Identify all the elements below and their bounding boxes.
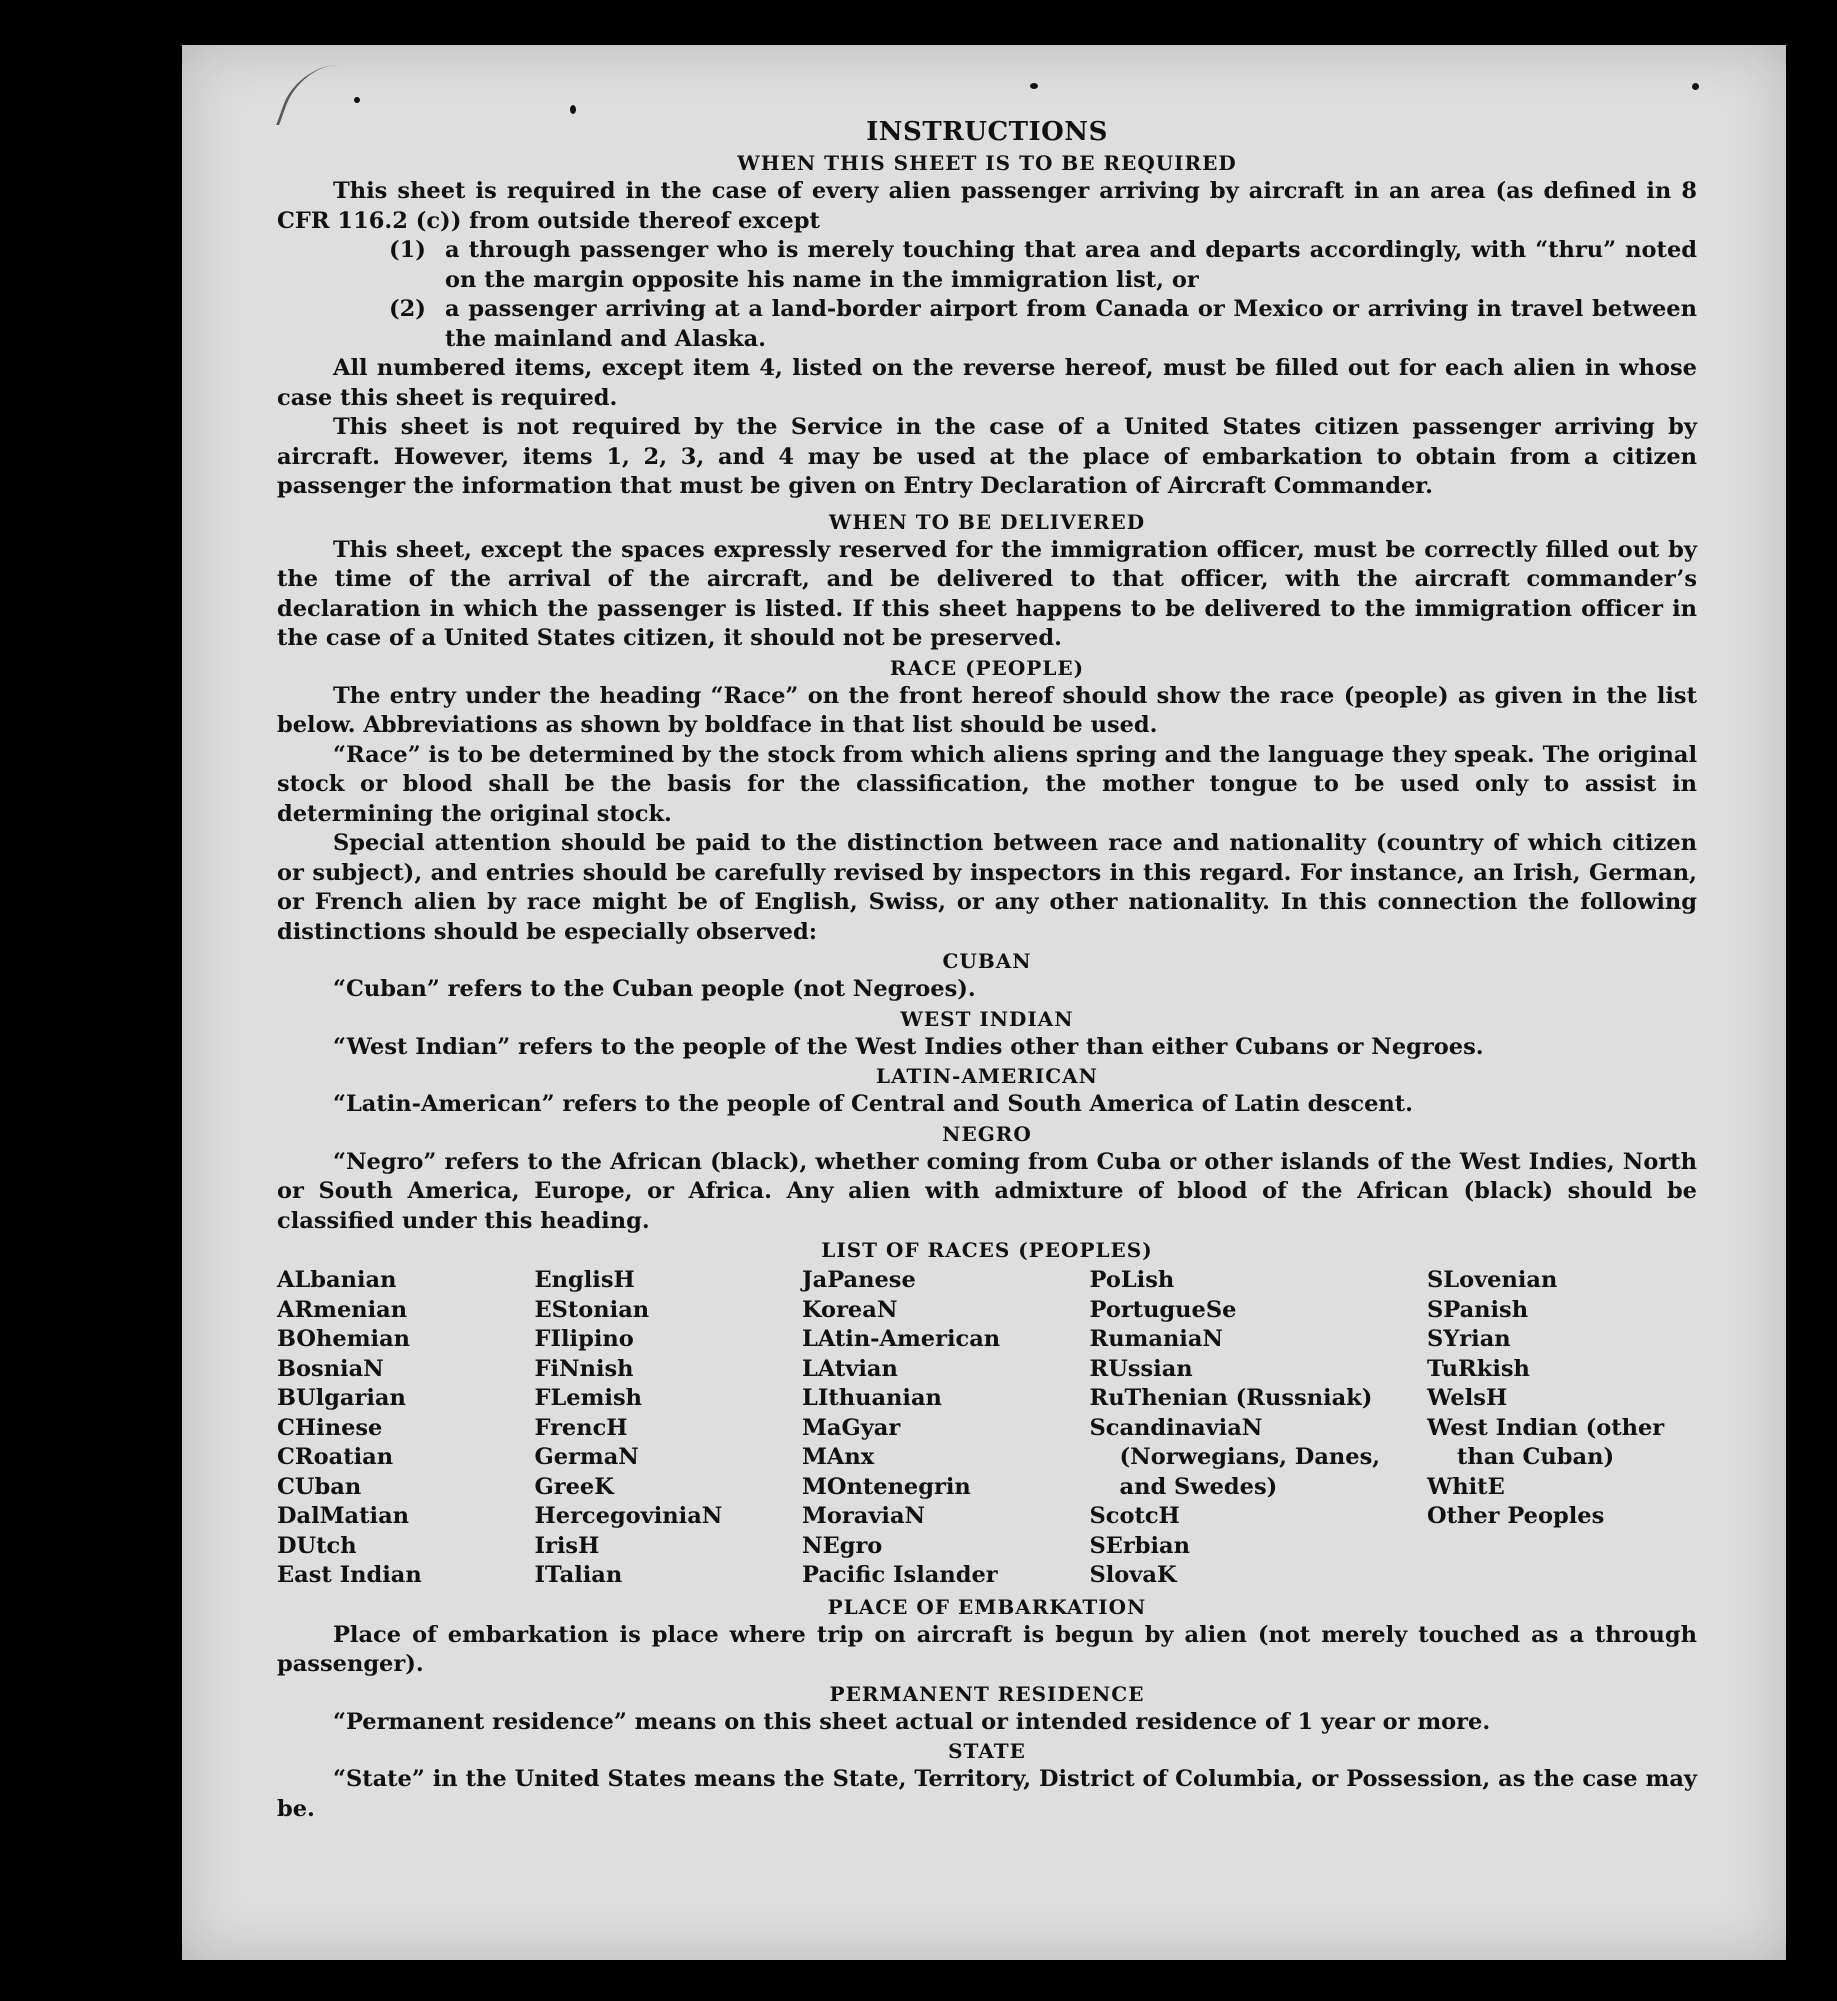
heading-list-of-races: LIST OF RACES (PEOPLES) <box>821 1238 1153 1262</box>
race-entry: Other Peoples <box>1427 1503 1605 1529</box>
race-entry: IrisH <box>534 1532 600 1559</box>
paragraph: The entry under the heading “Race” on the front hereof should show the race (people) as given in the list below. Abbreviations as shown by boldface in that list should be used. <box>277 682 1697 738</box>
punch-dot <box>1692 83 1699 90</box>
definition: “Permanent residence” means on this sheet actual or intended residence of 1 year or more. <box>333 1708 1491 1735</box>
item-text: a through passenger who is merely touching that area and departs accordingly, with “thru” noted on the margin opposite his name in the immigration list, or <box>445 237 1697 293</box>
race-entry: West Indian (other than Cuban) <box>1427 1414 1665 1470</box>
race-entry: KoreaN <box>802 1296 898 1323</box>
heading-race: RACE (PEOPLE) <box>889 655 1085 680</box>
race-entry: FrencH <box>534 1414 628 1441</box>
race-entry: GermaN <box>534 1444 639 1470</box>
heading-state: STATE <box>948 1739 1026 1763</box>
race-entry: SPanish <box>1427 1296 1529 1323</box>
race-entry: RUssian <box>1089 1355 1193 1382</box>
paragraph: This sheet, except the spaces expressly reserved for the immigration officer, must be correctly filled out by the time of the arrival of the aircraft, and be delivered to that officer, with the aircraft commander’s declaration in which the passenger is listed. If this sheet happens to be delivered to the immigration officer in the case of a United States citizen, it should not be preserved. <box>277 536 1697 651</box>
race-entry: CRoatian <box>277 1444 394 1470</box>
definition: “State” in the United States means the State, Territory, District of Columbia, or Possession, as the case may be. <box>277 1766 1697 1822</box>
race-entry: Pacific Islander <box>802 1562 998 1588</box>
race-entry: SYrian <box>1427 1326 1511 1352</box>
race-column-3 <box>802 1266 1082 1591</box>
race-list-table <box>277 1266 1697 1591</box>
race-entry: BosniaN <box>277 1355 384 1382</box>
race-entry: RuThenian (Russniak) <box>1089 1385 1373 1411</box>
race-entry: LIthuanian <box>802 1385 942 1411</box>
race-entry: GreeK <box>534 1473 614 1500</box>
race-entry: FiNnish <box>534 1355 634 1382</box>
race-entry: FLemish <box>534 1385 642 1411</box>
race-column-2 <box>535 1266 795 1591</box>
item-number: (1) <box>389 237 426 263</box>
race-entry: LAtin-American <box>802 1326 1001 1352</box>
heading-place-of-embarkation: PLACE OF EMBARKATION <box>827 1594 1147 1619</box>
document-sheet <box>182 45 1786 1960</box>
race-column-5 <box>1427 1266 1697 1591</box>
paragraph: Special attention should be paid to the distinction between race and nationality (country of which citizen or subject), and entries should be carefully revised by inspectors in this regard. For instance, an Irish, German, or French alien by race might be of English, Swiss, or any other nationality. In this connection the following distinctions should be especially observed: <box>277 830 1697 945</box>
race-entry: EStonian <box>534 1296 650 1323</box>
race-entry: ALbanian <box>277 1267 397 1293</box>
race-entry: CHinese <box>277 1414 383 1441</box>
race-column-1 <box>277 1266 527 1591</box>
exception-list <box>277 236 1697 354</box>
paragraph: This sheet is not required by the Service in the case of a United States citizen passenger arriving by aircraft. However, items 1, 2, 3, and 4 may be used at the place of embarkation to obtain from a citizen passenger the information that must be given on Entry Declaration of Aircraft Commander. <box>277 414 1697 499</box>
list-item <box>277 236 1697 295</box>
definition: Place of embarkation is place where trip on aircraft is begun by alien (not merely touched as a through passenger). <box>277 1621 1697 1677</box>
paragraph: “Race” is to be determined by the stock from which aliens spring and the language they speak. The original stock or blood shall be the basis for the classification, the mother tongue to be used only to assist in determining the original stock. <box>277 741 1697 827</box>
race-entry: ITalian <box>534 1562 623 1588</box>
race-column-4 <box>1090 1266 1420 1591</box>
race-entry: WhitE <box>1427 1473 1505 1500</box>
race-entry: ScotcH <box>1089 1503 1180 1529</box>
heading-permanent-residence: PERMANENT RESIDENCE <box>829 1681 1145 1706</box>
punch-dot <box>1030 83 1038 89</box>
race-entry: PortugueSe <box>1089 1296 1237 1323</box>
paragraph: All numbered items, except item 4, listed on the reverse hereof, must be filled out for each alien in whose case this sheet is required. <box>277 355 1697 411</box>
race-entry: DUtch <box>277 1532 357 1559</box>
document-body <box>277 115 1697 1824</box>
race-entry: FIlipino <box>534 1326 634 1352</box>
race-entry: East Indian <box>277 1562 422 1588</box>
heading-when-delivered: WHEN TO BE DELIVERED <box>828 509 1146 534</box>
race-entry: LAtvian <box>802 1355 898 1382</box>
race-entry: MOntenegrin <box>802 1473 971 1500</box>
race-entry: NEgro <box>802 1532 883 1559</box>
race-entry: MaGyar <box>802 1414 901 1441</box>
page-title: INSTRUCTIONS <box>866 117 1108 147</box>
definition: “West Indian” refers to the people of the West Indies other than either Cubans or Negroes. <box>333 1033 1484 1060</box>
race-entry: CUban <box>277 1473 362 1500</box>
race-entry: PoLish <box>1089 1267 1175 1293</box>
list-item <box>277 295 1697 354</box>
race-entry: MAnx <box>802 1444 875 1470</box>
heading-west-indian: WEST INDIAN <box>900 1006 1074 1031</box>
race-entry: BOhemian <box>277 1326 411 1352</box>
race-entry: RumaniaN <box>1089 1326 1223 1352</box>
race-entry: BUlgarian <box>277 1385 406 1411</box>
race-entry: ScandinaviaN (Norwegians, Danes, and Swedes) <box>1089 1414 1381 1500</box>
definition: “Latin-American” refers to the people of Central and South America of Latin descent. <box>333 1091 1413 1117</box>
definition: “Negro” refers to the African (black), whether coming from Cuba or other islands of the West Indies, North or South America, Europe, or Africa. Any alien with admixture of blood of the African (black) should be classified under this heading. <box>277 1148 1697 1234</box>
heading-latin-american: LATIN-AMERICAN <box>876 1064 1098 1088</box>
heading-when-required: WHEN THIS SHEET IS TO BE REQUIRED <box>737 151 1237 175</box>
race-entry: ARmenian <box>277 1296 408 1323</box>
race-entry: TuRkish <box>1427 1355 1530 1382</box>
heading-negro: NEGRO <box>942 1121 1032 1146</box>
item-number: (2) <box>389 296 426 322</box>
race-entry: HercegoviniaN <box>534 1503 723 1529</box>
race-entry: SErbian <box>1089 1532 1190 1559</box>
race-entry: DalMatian <box>277 1503 410 1529</box>
race-entry: SlovaK <box>1089 1562 1177 1588</box>
race-entry: SLovenian <box>1427 1267 1558 1293</box>
definition: “Cuban” refers to the Cuban people (not Negroes). <box>333 976 976 1002</box>
punch-dot <box>570 105 576 114</box>
punch-dot <box>354 97 360 103</box>
race-entry: MoraviaN <box>802 1503 926 1529</box>
item-text: a passenger arriving at a land-border airport from Canada or Mexico or arriving in travel between the mainland and Alaska. <box>445 296 1697 352</box>
paragraph: This sheet is required in the case of every alien passenger arriving by aircraft in an area (as defined in 8 CFR 116.2 (c)) from outside thereof except <box>277 178 1697 234</box>
race-entry: WelsH <box>1427 1385 1508 1411</box>
race-entry: JaPanese <box>802 1267 916 1293</box>
race-entry: EnglisH <box>534 1267 635 1293</box>
heading-cuban: CUBAN <box>942 949 1032 973</box>
